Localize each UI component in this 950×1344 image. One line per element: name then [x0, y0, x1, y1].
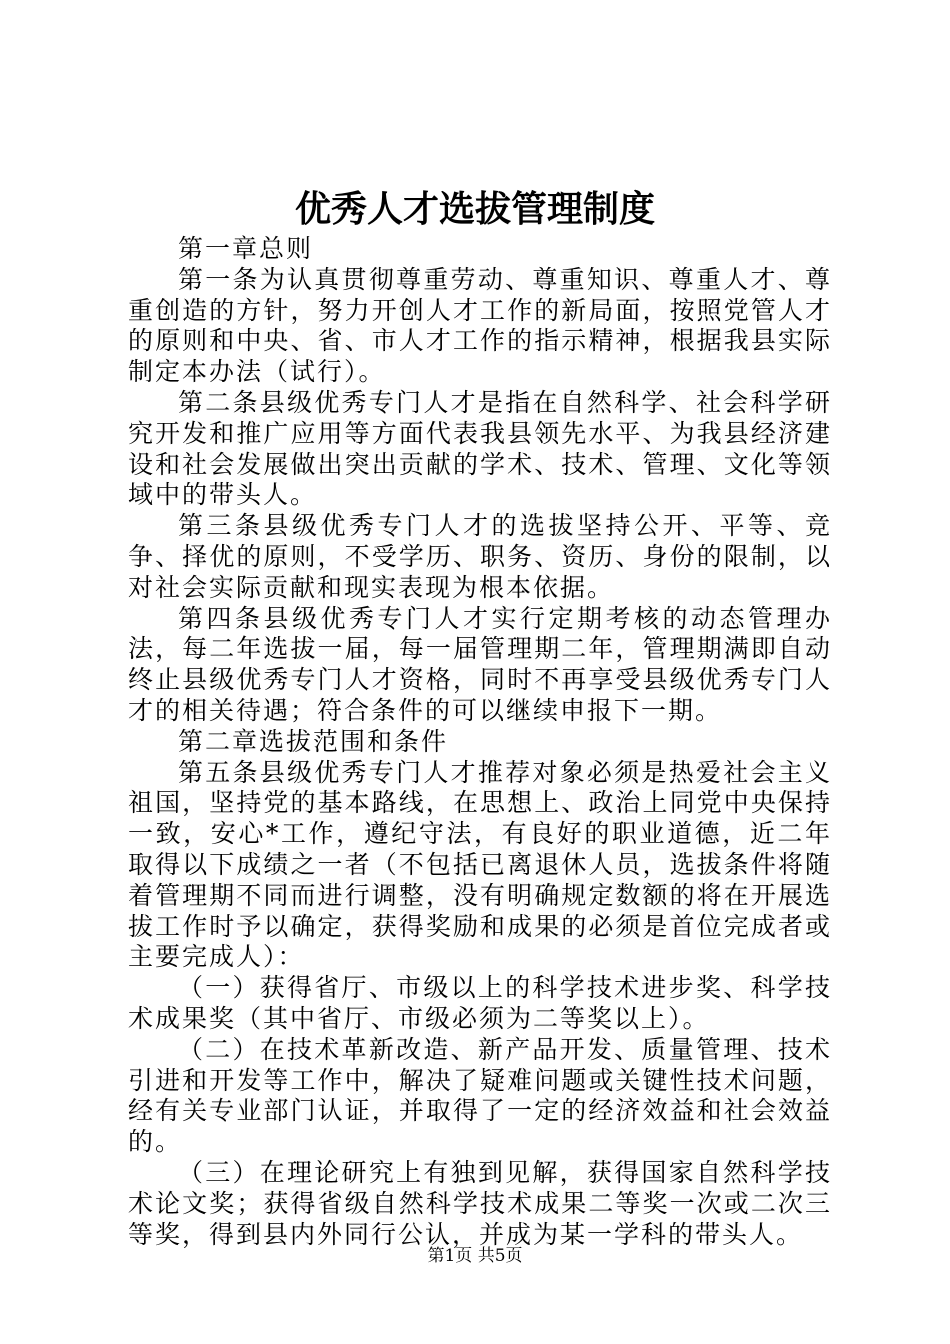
list-item: （二）在技术革新改造、新产品开发、质量管理、技术引进和开发等工作中，解决了疑难问题或关键性技术问题，经有关专业部门认证，并取得了一定的经济效益和社会效益的。: [128, 1034, 832, 1157]
list-item: （三）在理论研究上有独到见解，获得国家自然科学技术论文奖；获得省级自然科学技术成果二等奖一次或二次三等奖，得到县内外同行公认，并成为某一学科的带头人。: [128, 1157, 832, 1249]
chapter-heading: 第一章总则: [178, 234, 314, 263]
list-item: （一）获得省厅、市级以上的科学技术进步奖、科学技术成果奖（其中省厅、市级必须为二等奖以上）。: [128, 973, 832, 1033]
document-body: [128, 234, 832, 1250]
article-paragraph: 第一条为认真贯彻尊重劳动、尊重知识、尊重人才、尊重创造的方针，努力开创人才工作的新局面，按照党管人才的原则和中央、省、市人才工作的指示精神，根据我县实际制定本办法（试行）。: [128, 264, 832, 387]
article-paragraph: 第二条县级优秀专门人才是指在自然科学、社会科学研究开发和推广应用等方面代表我县领先水平、为我县经济建设和社会发展做出突出贡献的学术、技术、管理、文化等领域中的带头人。: [128, 387, 832, 510]
article-paragraph: 第五条县级优秀专门人才推荐对象必须是热爱社会主义祖国，坚持党的基本路线，在思想上、政治上同党中央保持一致，安心*工作，遵纪守法，有良好的职业道德，近二年取得以下成绩之一者（不包括已离退休人员，选拔条件将随着管理期不同而进行调整，没有明确规定数额的将在开展选拔工作时予以确定，获得奖励和成果的必须是首位完成者或主要完成人）：: [128, 757, 832, 972]
chapter-heading: 第二章选拔范围和条件: [178, 726, 449, 756]
article-paragraph: 第四条县级优秀专门人才实行定期考核的动态管理办法，每二年选拔一届，每一届管理期二年，管理期满即自动终止县级优秀专门人才资格，同时不再享受县级优秀专门人才的相关待遇；符合条件的可以继续申报下一期。: [128, 603, 832, 725]
page-footer: 第1页 共5页: [427, 1246, 523, 1266]
document-title: 优秀人才选拔管理制度: [294, 188, 655, 230]
article-paragraph: 第三条县级优秀专门人才的选拔坚持公开、平等、竞争、择优的原则，不受学历、职务、资历、身份的限制，以对社会实际贡献和现实表现为根本依据。: [128, 511, 832, 602]
